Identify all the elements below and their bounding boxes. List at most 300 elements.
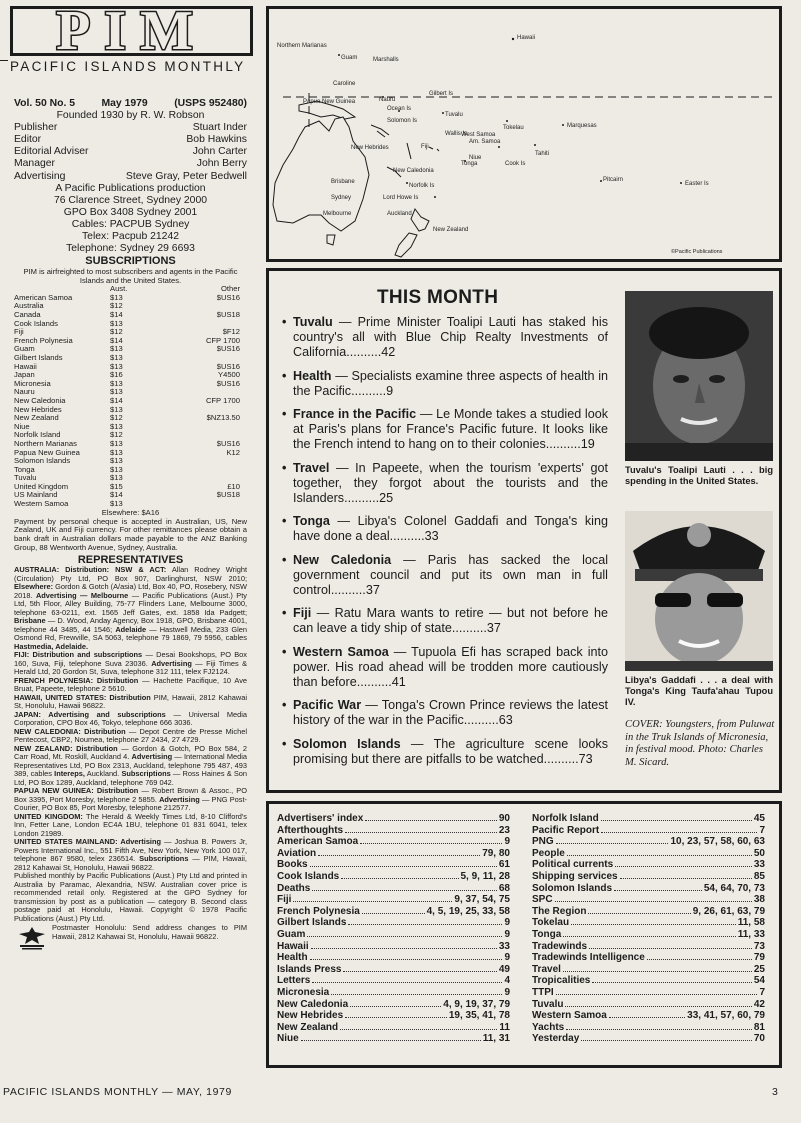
staff-row	[14, 122, 247, 134]
index-topic: People	[532, 847, 565, 859]
index-pages: 9	[504, 986, 510, 998]
index-pages: 33	[753, 859, 765, 871]
country: Gilbert Islands	[14, 352, 63, 362]
map-label-nauru: Nauru	[379, 97, 396, 103]
index-row	[277, 871, 510, 883]
article-item	[282, 698, 608, 728]
staff-row	[14, 158, 247, 170]
index-leader	[293, 901, 452, 902]
subscriptions-elsewhere: Elsewhere: $A16	[101, 507, 160, 517]
index-leader	[365, 820, 497, 821]
index-leader	[592, 982, 752, 983]
staff-name: Stuart Inder	[192, 122, 247, 134]
index-topic: Norfolk Island	[532, 813, 599, 824]
subscription-row	[14, 302, 247, 311]
map-label-marquesas: Marquesas	[567, 123, 597, 129]
map-label-pitcairn: Pitcairn	[603, 177, 624, 183]
other-price: CFP 1700	[205, 335, 240, 345]
index-pages: 9	[504, 952, 510, 964]
bullet-icon: •	[282, 736, 287, 751]
address-line: A Pacific Publications production	[55, 182, 206, 194]
address-line: Telex: Pacpub 21242	[81, 231, 180, 243]
index-row	[277, 941, 510, 953]
index-row	[277, 1010, 510, 1022]
index-topic: Solomon Islands	[532, 882, 613, 894]
staff-role: Publisher	[14, 122, 58, 134]
article-topic: Travel	[293, 460, 330, 475]
aust-price: $13	[110, 421, 123, 431]
article-item	[282, 407, 608, 453]
bullet-icon: •	[282, 644, 287, 659]
index-row	[532, 929, 765, 941]
aust-price: $13	[110, 473, 123, 483]
article-topic: New Caledonia	[293, 552, 392, 567]
index-row	[532, 836, 765, 848]
article-topic: Health	[293, 368, 332, 383]
index-topic: Guam	[277, 928, 306, 940]
index-leader	[340, 1029, 497, 1030]
footer-title: PACIFIC ISLANDS MONTHLY — MAY, 1979	[3, 1086, 232, 1098]
article-summary: — Tonga's Crown Prince reviews the latest history of the war in the Pacific	[293, 698, 608, 728]
index-row	[532, 975, 765, 987]
country: Australia	[14, 301, 44, 311]
index-leader	[556, 994, 758, 995]
index-leader	[601, 832, 757, 833]
article-leader: ..........	[543, 751, 579, 766]
publication-info	[14, 98, 247, 950]
article-topic: France in the Pacific	[293, 407, 417, 422]
index-row	[277, 964, 510, 976]
map-label-new-hebrides: New Hebrides	[351, 145, 389, 151]
index-leader	[310, 959, 503, 960]
country: United Kingdom	[14, 481, 69, 491]
index-leader	[556, 843, 669, 844]
article-page: 37	[486, 621, 501, 636]
article-item	[282, 645, 608, 691]
article-item	[282, 553, 608, 599]
staff-row	[14, 134, 247, 146]
article-topic: Western Samoa	[293, 644, 389, 659]
index-pages: 9, 26, 61, 63, 79	[692, 905, 765, 917]
aust-price: $13	[110, 438, 123, 448]
other-price: CFP 1700	[205, 395, 240, 405]
postmaster-text: Postmaster Honolulu: Send address changes to PIM Hawaii, 2812 Kahawai St, Honolulu, Hawaii 96822.	[52, 923, 247, 941]
index-pages: 33, 41, 57, 60, 79	[687, 1010, 765, 1022]
index-topic: The Region	[532, 905, 587, 917]
col-aust: Aust.	[110, 284, 128, 294]
bullet-icon: •	[282, 606, 287, 621]
index-row	[277, 999, 510, 1011]
article-list	[282, 315, 608, 775]
index-row	[532, 999, 765, 1011]
index-row	[277, 848, 510, 860]
other-price: $US18	[216, 310, 240, 319]
index-topic: Yachts	[532, 1021, 565, 1033]
article-item	[282, 461, 608, 507]
subscription-row	[14, 320, 247, 329]
staff-role: Manager	[14, 158, 56, 170]
aust-price: $13	[110, 361, 123, 371]
volume: Vol. 50 No. 5	[14, 98, 76, 109]
map-label-ocean: Ocean Is	[387, 106, 412, 112]
map-label-new-zealand: New Zealand	[433, 227, 469, 233]
map-label-wallis: Wallis Is	[445, 131, 468, 137]
index-topic: Health	[277, 952, 308, 964]
subscription-row	[14, 354, 247, 363]
aust-price: $14	[110, 335, 123, 345]
country: Japan	[14, 370, 35, 380]
index-topic: Tradewinds	[532, 940, 588, 952]
map-label-tokelau: Tokelau	[503, 125, 524, 131]
aust-price: $12	[110, 413, 123, 423]
index-leader	[311, 948, 497, 949]
aust-price: $13	[110, 387, 123, 397]
article-leader: ..........	[356, 675, 392, 690]
index-pages: 49	[498, 963, 510, 975]
index-row	[532, 906, 765, 918]
index-pages: 70	[753, 1033, 765, 1045]
article-summary: — Paris has sacked the local government council and put its own man in full control	[293, 552, 609, 598]
subscription-row	[14, 457, 247, 466]
country: Cook Islands	[14, 318, 58, 328]
photo-gaddafi	[625, 511, 773, 671]
staff-role: Editorial Adviser	[14, 146, 89, 158]
index-topic: TTPI	[532, 986, 554, 998]
index-topic: Islands Press	[277, 963, 342, 975]
index-leader	[565, 1006, 751, 1007]
aust-price: $13	[110, 464, 123, 474]
other-price: Y4500	[218, 370, 240, 380]
staff-role: Advertising	[14, 170, 66, 182]
index-topic: SPC	[532, 894, 553, 906]
index-row	[532, 952, 765, 964]
article-summary: — In Papeete, when the tourism 'experts' got together, they forgot about the tourists and the Islanders	[293, 460, 609, 506]
index-pages: 73	[753, 940, 765, 952]
index-row	[532, 1033, 765, 1045]
article-item	[282, 737, 608, 767]
index-leader	[318, 855, 480, 856]
article-summary: — Ratu Mara wants to retire — but not before he can leave a tidy ship of state	[293, 606, 609, 636]
index-row	[532, 848, 765, 860]
article-page: 9	[386, 383, 394, 398]
map-label-tuvalu: Tuvalu	[445, 112, 463, 118]
bullet-icon: •	[282, 315, 287, 329]
index-leader	[348, 924, 502, 925]
index-leader	[345, 832, 497, 833]
index-row	[277, 825, 510, 837]
other-price: $US16	[216, 292, 240, 302]
other-price: $US16	[216, 361, 240, 371]
article-page: 25	[379, 491, 394, 506]
index-pages: 85	[753, 870, 765, 882]
aust-price: $12	[110, 430, 123, 440]
index-row	[277, 987, 510, 999]
index-pages: 68	[498, 882, 510, 894]
country: Canada	[14, 310, 41, 319]
index-row	[532, 917, 765, 929]
article-item	[282, 606, 608, 636]
staff-name: Bob Hawkins	[186, 134, 247, 146]
index-topic: Political currents	[532, 859, 614, 871]
map-label-cook: Cook Is	[505, 161, 526, 167]
aust-price: $12	[110, 301, 123, 311]
index-topic: Yesterday	[532, 1033, 580, 1045]
aust-price: $14	[110, 310, 123, 319]
index-row	[277, 836, 510, 848]
article-item	[282, 514, 608, 544]
address-line: 76 Clarence Street, Sydney 2000	[53, 194, 208, 206]
index-leader	[620, 878, 752, 879]
other-price	[156, 500, 240, 509]
index-leader	[310, 866, 497, 867]
index-leader	[341, 878, 458, 879]
index-pages: 54, 64, 70, 73	[703, 882, 765, 894]
index-topic: New Caledonia	[277, 998, 349, 1010]
eagle-emblem-icon	[18, 924, 46, 950]
masthead	[10, 0, 255, 74]
this-month-heading: THIS MONTH	[377, 287, 499, 308]
index-pages: 9, 37, 54, 75	[454, 894, 510, 906]
country: Niue	[14, 421, 30, 431]
map-label-new-cal: New Caledonia	[393, 168, 434, 174]
country: Fiji	[14, 327, 24, 337]
masthead-subtitle: PACIFIC ISLANDS MONTHLY	[10, 59, 246, 74]
index-row	[532, 1010, 765, 1022]
address-line: Cables: PACPUB Sydney	[71, 218, 190, 230]
index-topic: French Polynesia	[277, 905, 360, 917]
other-price: $US16	[216, 344, 240, 354]
index-topic: Books	[277, 859, 308, 871]
index-leader	[563, 971, 752, 972]
other-price	[156, 466, 240, 475]
article-summary: — Libya's Colonel Gaddafi and Tonga's king have done a deal	[293, 514, 608, 544]
index-row	[532, 871, 765, 883]
staff-name: John Carter	[192, 146, 247, 158]
index-leader	[350, 1006, 441, 1007]
subscription-row	[14, 380, 247, 389]
map-label-sydney: Sydney	[331, 195, 352, 201]
index-pages: 7	[759, 986, 765, 998]
index-leader	[312, 890, 497, 891]
map-label-easter: Easter Is	[685, 181, 709, 187]
index-row	[532, 964, 765, 976]
map-copyright: ©Pacific Publications	[671, 249, 723, 255]
aust-price: $14	[110, 490, 123, 500]
index-leader	[555, 901, 752, 902]
index-topic: Niue	[277, 1033, 299, 1045]
index-row	[277, 859, 510, 871]
index-leader	[581, 1040, 752, 1041]
index-row	[532, 1022, 765, 1034]
country: Hawaii	[14, 361, 37, 371]
map-label-hawaii: Hawaii	[517, 35, 536, 41]
article-summary: — Le Monde takes a studied look at Paris's plans for France's Pacific future. It looks like the French intend to hang on to their colonies	[293, 407, 609, 452]
subject-index	[266, 801, 782, 1068]
index-topic: Hawaii	[277, 940, 309, 952]
article-topic: Tuvalu	[293, 315, 333, 329]
index-leader	[615, 866, 752, 867]
postmaster-notice	[14, 924, 247, 950]
col-other: Other	[221, 284, 240, 294]
map-label-guam: Guam	[341, 55, 358, 61]
article-leader: ..........	[463, 713, 499, 728]
subscription-row	[14, 414, 247, 423]
map-label-brisbane: Brisbane	[331, 179, 355, 185]
bullet-icon: •	[282, 460, 287, 475]
index-column-right	[532, 813, 765, 1045]
article-topic: Fiji	[293, 606, 312, 621]
index-pages: 11	[499, 1021, 510, 1033]
country: Tuvalu	[14, 473, 37, 483]
map-label-carolines: Caroline	[333, 81, 356, 87]
caption-lauti: Tuvalu's Toalipi Lauti . . . big spending in the United States.	[625, 465, 773, 487]
index-row	[532, 987, 765, 999]
index-row	[532, 859, 765, 871]
index-pages: 38	[753, 894, 765, 906]
index-leader	[331, 994, 502, 995]
bullet-icon: •	[282, 368, 287, 383]
other-price: $US18	[216, 490, 240, 500]
other-price: K12	[226, 447, 240, 457]
map-label-png: Papua New Guinea	[303, 99, 356, 105]
index-topic: Pacific Report	[532, 824, 600, 836]
aust-price: $13	[110, 318, 123, 328]
pacific-map	[266, 6, 782, 262]
country: French Polynesia	[14, 335, 73, 345]
index-pages: 9	[504, 917, 510, 929]
aust-price: $13	[110, 447, 123, 457]
index-topic: Tradewinds Intelligence	[532, 952, 645, 964]
photo-toalipi-lauti	[625, 291, 773, 461]
caption-gaddafi: Libya's Gaddafi . . . a deal with Tonga's King Taufa'ahau Tupou IV.	[625, 675, 773, 708]
index-topic: Deaths	[277, 882, 311, 894]
index-topic: Advertisers' index	[277, 813, 364, 824]
bullet-icon: •	[282, 552, 287, 567]
issue-date: May 1979	[101, 98, 148, 109]
address-block	[14, 183, 247, 256]
country: New Caledonia	[14, 395, 66, 405]
index-pages: 50	[753, 847, 765, 859]
article-page: 42	[381, 345, 396, 360]
article-page: 41	[391, 675, 406, 690]
subscriptions-intro: PIM is airfreighted to most subscribers and agents in the Pacific Islands and the United States.	[23, 267, 238, 286]
index-pages: 10, 23, 57, 58, 60, 63	[670, 836, 765, 848]
index-pages: 9	[504, 928, 510, 940]
country: Nauru	[14, 387, 35, 397]
index-leader	[566, 1029, 752, 1030]
country: New Hebrides	[14, 404, 62, 414]
index-row	[277, 975, 510, 987]
index-pages: 7	[759, 824, 765, 836]
country: Northern Marianas	[14, 438, 77, 448]
aust-price: $13	[110, 378, 123, 388]
map-illustration	[269, 9, 779, 259]
other-price: $US16	[216, 438, 240, 448]
issue-line	[14, 98, 247, 110]
article-leader: ..........	[330, 583, 366, 598]
staff-name: Steve Gray, Peter Bedwell	[125, 170, 247, 182]
subscription-row	[14, 294, 247, 303]
map-label-lord-howe: Lord Howe Is	[383, 195, 419, 201]
index-row	[277, 906, 510, 918]
index-topic: Fiji	[277, 894, 292, 906]
index-row	[532, 941, 765, 953]
map-label-n-marianas: Northern Marianas	[277, 43, 327, 49]
bullet-icon: •	[282, 407, 287, 422]
index-leader	[601, 820, 752, 821]
article-leader: ..........	[344, 491, 380, 506]
article-page: 19	[580, 437, 595, 452]
article-item	[282, 315, 608, 361]
aust-price: $15	[110, 481, 123, 491]
index-row	[277, 894, 510, 906]
article-topic: Tonga	[293, 514, 330, 529]
country: Norfolk Island	[14, 430, 61, 440]
index-topic: Cook Islands	[277, 870, 340, 882]
index-topic: Tonga	[532, 928, 562, 940]
map-label-norfolk: Norfolk Is	[409, 183, 435, 189]
index-leader	[589, 948, 752, 949]
address-line: GPO Box 3408 Sydney 2001	[63, 206, 198, 218]
index-leader	[571, 924, 736, 925]
aust-price: $12	[110, 327, 123, 337]
index-leader	[362, 913, 425, 914]
index-topic: American Samoa	[277, 836, 359, 848]
article-leader: ..........	[389, 529, 425, 544]
page-number: 3	[772, 1086, 778, 1098]
aust-price: $16	[110, 370, 123, 380]
staff-row	[14, 171, 247, 183]
index-leader	[588, 913, 690, 914]
index-leader	[614, 890, 702, 891]
payment-note: Payment by personal cheque is accepted in Australian, US, New Zealand, UK and Fiji currency. For other remittances please obtain a bank draft in Australian dollars made payable to the ANZ Banking Group, 88 Wentworth Avenue, Sydney, Australia.	[14, 516, 247, 553]
index-topic: New Zealand	[277, 1021, 339, 1033]
map-label-tahiti: Tahiti	[535, 151, 550, 157]
index-pages: 81	[753, 1021, 765, 1033]
index-topic: Tuvalu	[532, 998, 564, 1010]
address-line: Telephone: Sydney 29 6693	[66, 243, 195, 255]
margin-rule	[0, 60, 8, 61]
index-row	[532, 894, 765, 906]
index-pages: 4, 5, 19, 25, 33, 58	[426, 905, 510, 917]
aust-price: $13	[110, 344, 123, 354]
index-pages: 54	[753, 975, 765, 987]
article-leader: ..........	[451, 621, 487, 636]
index-pages: 19, 35, 41, 78	[448, 1010, 510, 1022]
index-pages: 11, 31	[482, 1033, 510, 1045]
index-leader	[567, 855, 752, 856]
index-row	[532, 825, 765, 837]
map-label-fiji: Fiji	[421, 144, 429, 150]
article-leader: ..........	[346, 345, 382, 360]
aust-price: $13	[110, 352, 123, 362]
index-leader	[312, 982, 502, 983]
index-row	[277, 1022, 510, 1034]
index-leader	[360, 843, 502, 844]
index-pages: 11, 58	[737, 917, 765, 929]
usps-number: (USPS 952480)	[174, 98, 247, 109]
staff-list	[14, 122, 247, 182]
map-label-solomon: Solomon Is	[387, 118, 418, 124]
index-leader	[343, 971, 496, 972]
index-row	[277, 813, 510, 825]
other-price: $NZ13.50	[206, 413, 240, 423]
subscription-row	[14, 337, 247, 346]
index-pages: 90	[498, 813, 510, 824]
index-pages: 45	[753, 813, 765, 824]
index-topic: Letters	[277, 975, 311, 987]
index-topic: Western Samoa	[532, 1010, 607, 1022]
